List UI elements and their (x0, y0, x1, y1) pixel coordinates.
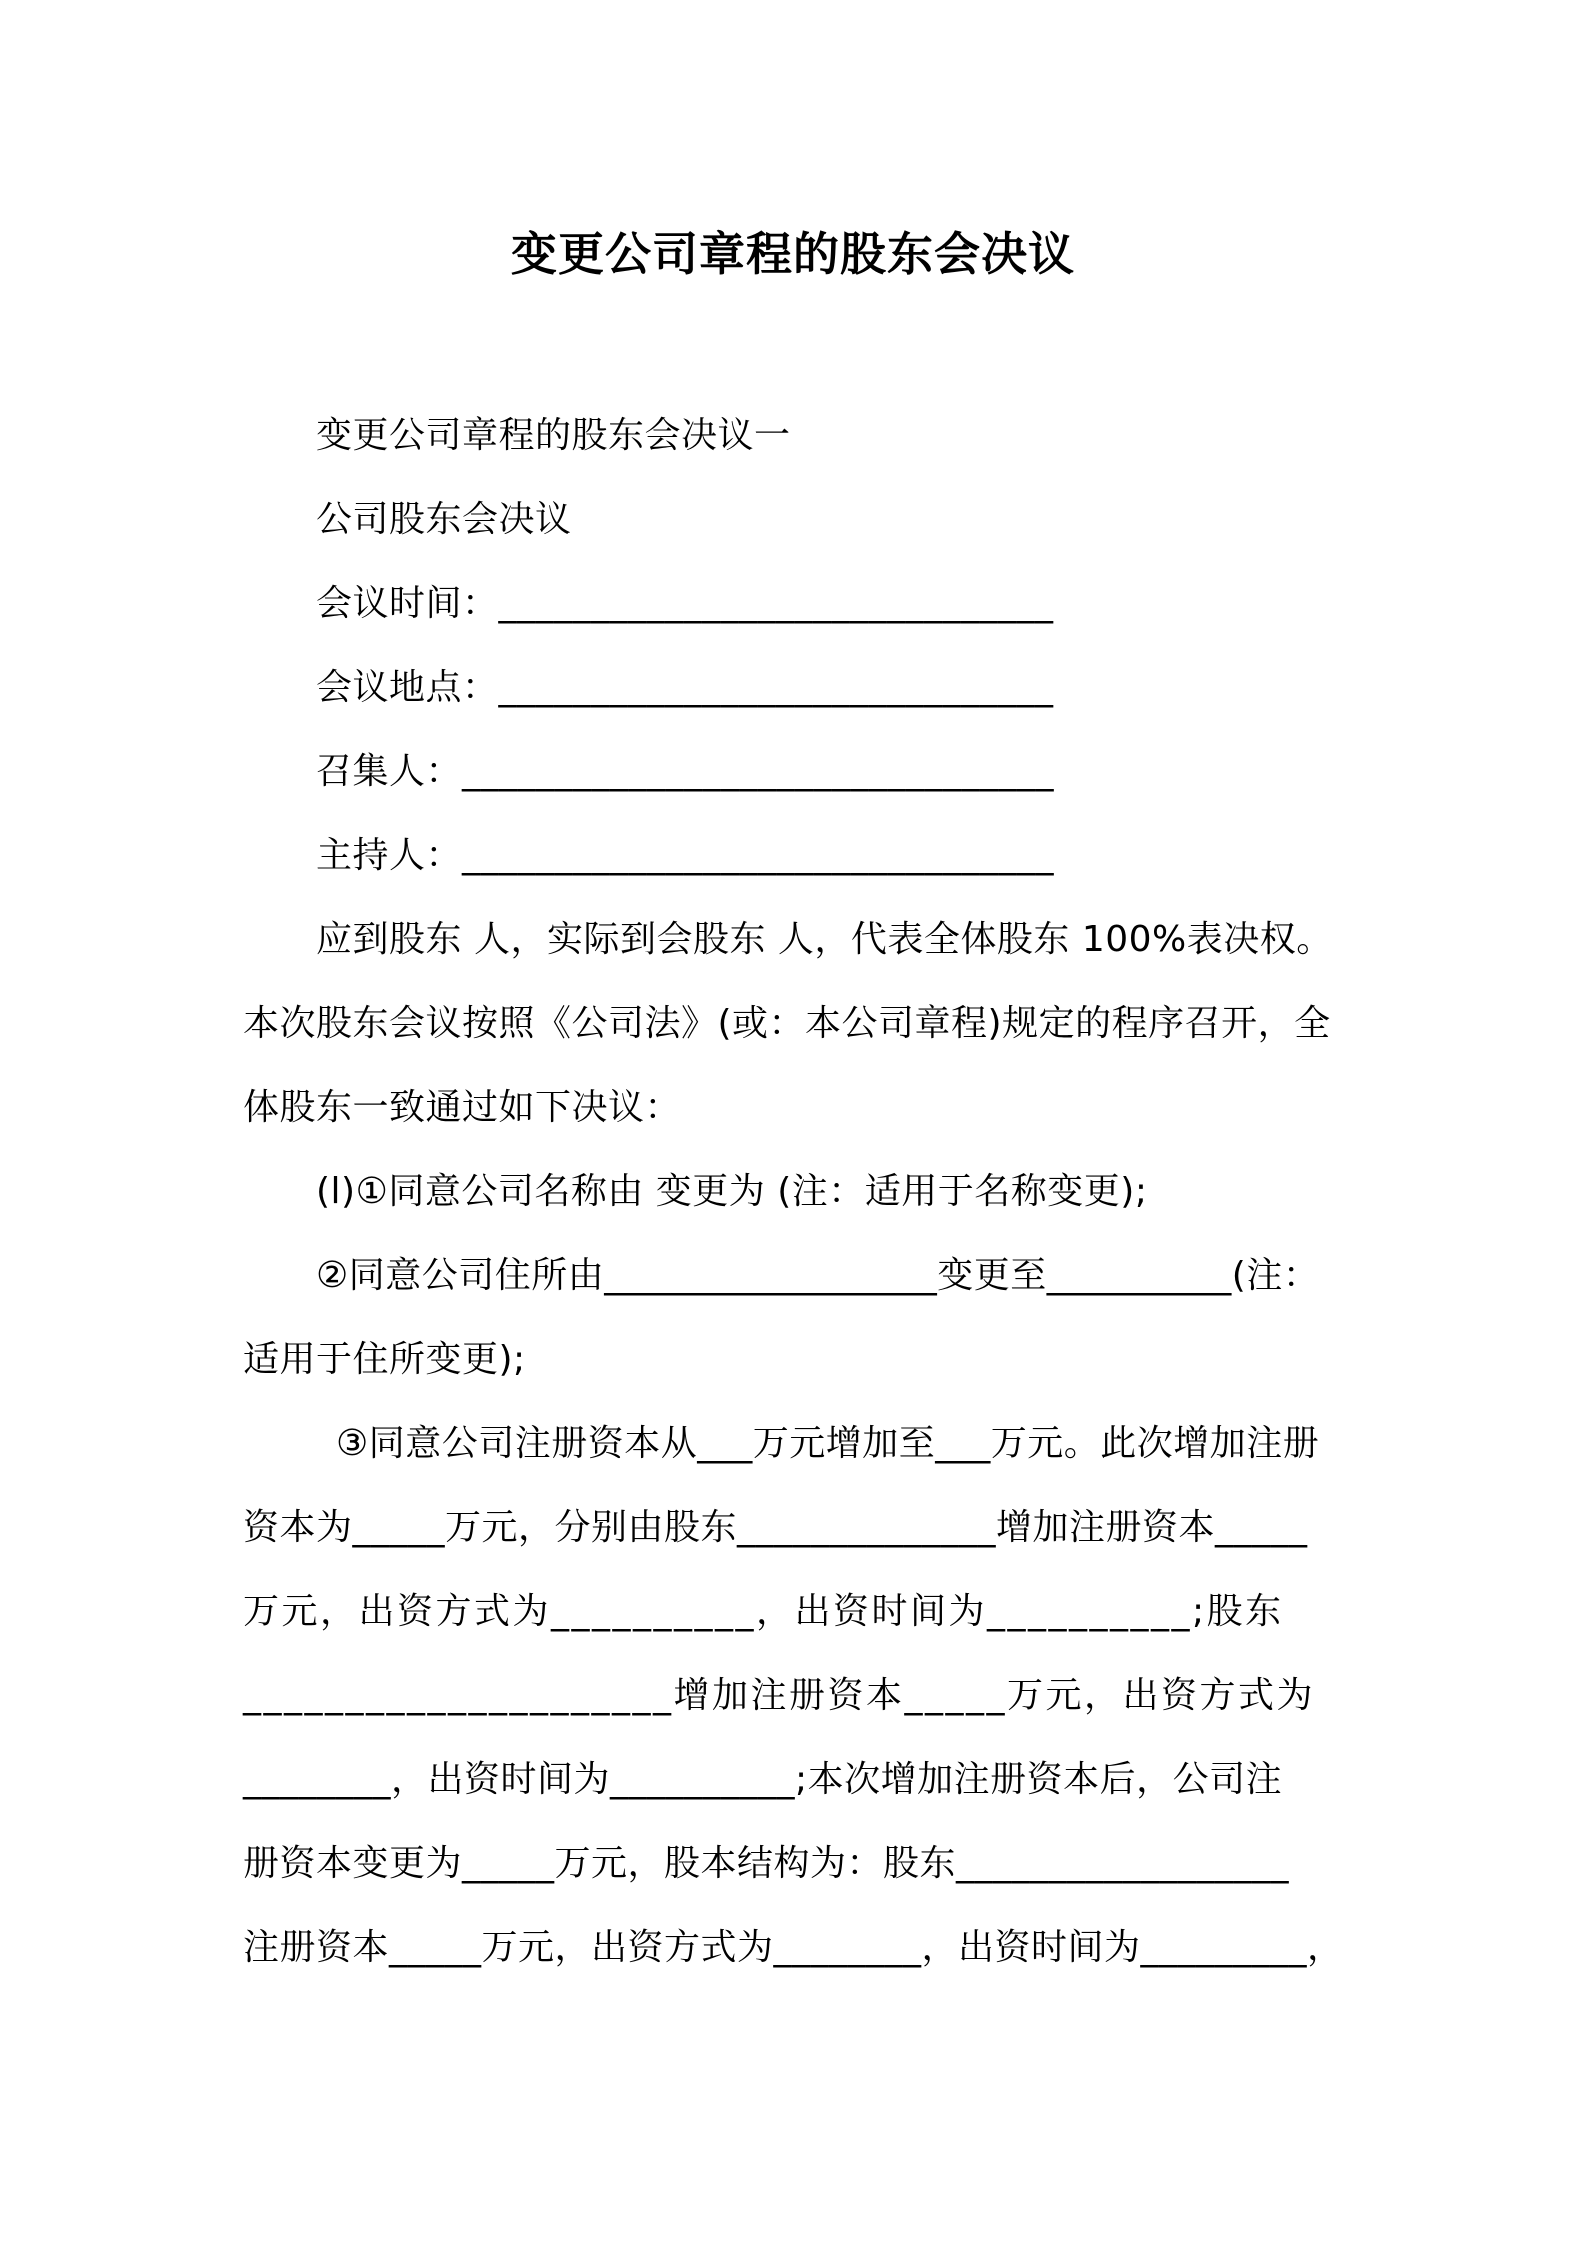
document-title: 变更公司章程的股东会决议 (511, 227, 1075, 281)
paragraph-line: _____________________增加注册资本_____万元，出资方式为 (243, 1675, 1316, 1716)
meeting-time-field: 会议时间：______________________________ (316, 583, 1054, 624)
paragraph-line: 应到股东 人，实际到会股东 人，代表全体股东 100%表决权。 (316, 919, 1333, 960)
host-field: 主持人：________________________________ (316, 835, 1055, 876)
paragraph-line: 体股东一致通过如下决议： (243, 1087, 682, 1128)
subtitle-line: 变更公司章程的股东会决议一 (316, 415, 791, 456)
paragraph-line: 万元，出资方式为__________，出资时间为__________;股东 (243, 1591, 1284, 1632)
paragraph-line: 资本为_____万元，分别由股东______________增加注册资本_____ (243, 1507, 1308, 1548)
paragraph-line: 注册资本_____万元，出资方式为________，出资时间为_________， (243, 1927, 1344, 1968)
resolution-item-name-change: (l)①同意公司名称由 变更为 (注：适用于名称变更); (316, 1171, 1148, 1212)
resolution-item-capital-increase: ③同意公司注册资本从___万元增加至___万元。此次增加注册 (336, 1423, 1320, 1464)
paragraph-line: 适用于住所变更); (243, 1339, 526, 1380)
paragraph-line: ________，出资时间为__________;本次增加注册资本后，公司注 (243, 1759, 1283, 1800)
paragraph-line: 册资本变更为_____万元，股本结构为：股东__________________ (243, 1843, 1290, 1884)
convener-field: 召集人：________________________________ (316, 751, 1055, 792)
paragraph-line: 本次股东会议按照《公司法》(或：本公司章程)规定的程序召开，全 (243, 1003, 1331, 1044)
resolution-item-address-change: ②同意公司住所由__________________变更至__________(注： (316, 1255, 1320, 1296)
meeting-place-field: 会议地点：______________________________ (316, 667, 1054, 708)
resolution-heading: 公司股东会决议 (316, 499, 572, 540)
